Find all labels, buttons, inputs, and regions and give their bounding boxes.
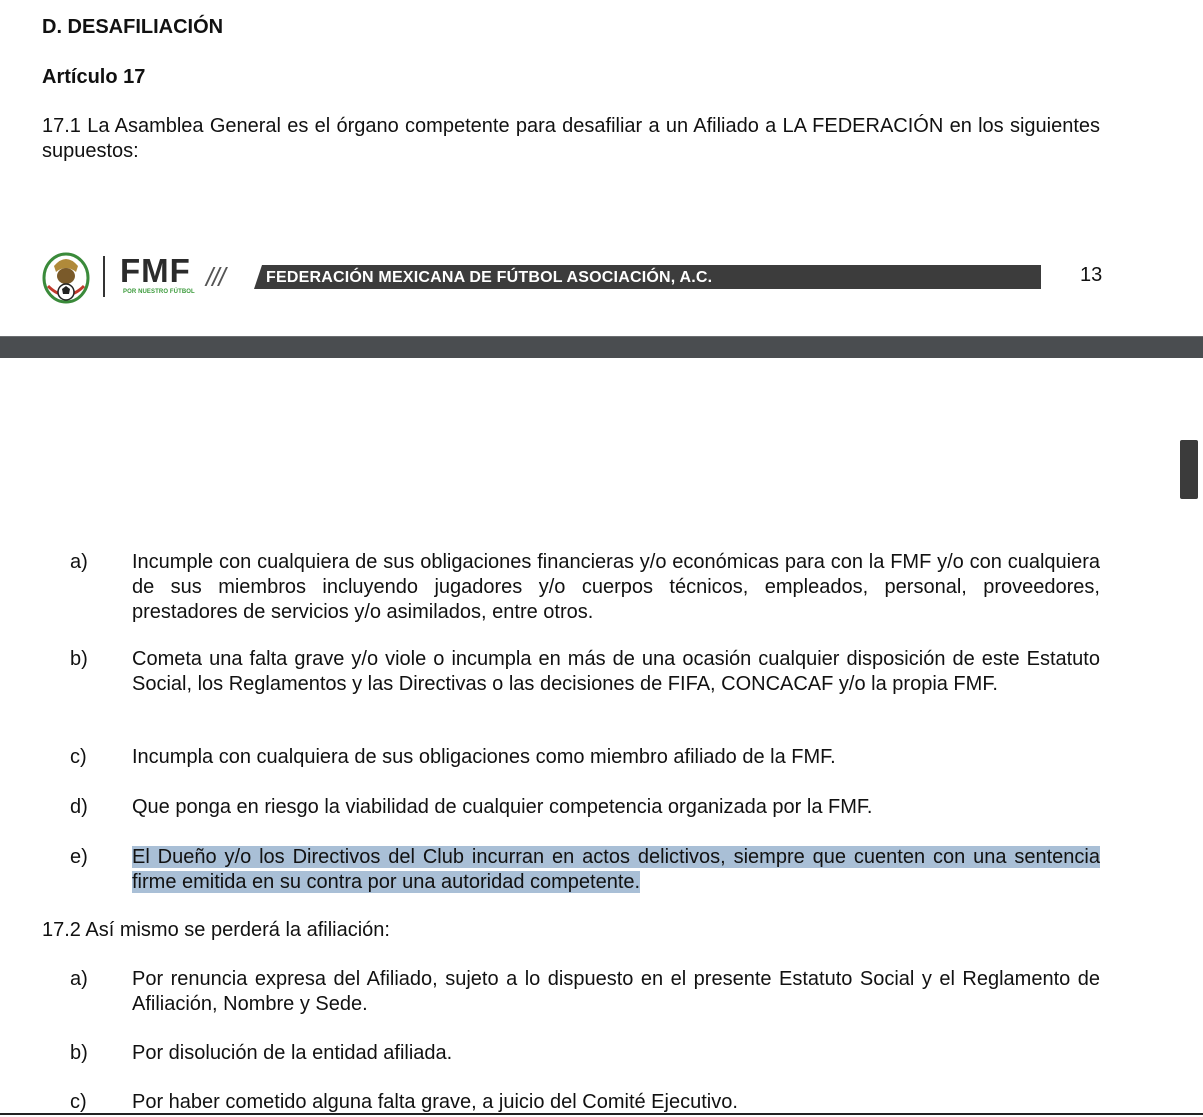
list-item-label: c): [70, 1091, 87, 1113]
list-item-label: b): [70, 1042, 88, 1064]
list-item-label: e): [70, 846, 88, 868]
footer-divider: [103, 256, 105, 297]
article-title: Artículo 17: [42, 66, 146, 88]
list-item: Cometa una falta grave y/o viole o incumpla en más de una ocasión cualquier disposición de este Estatuto Social, los Reglamentos y las Directivas o las decisiones de FIFA, CONCACAF y/o la propia FMF.: [132, 648, 1100, 695]
list-item-label: a): [70, 968, 88, 990]
footer-slashes: ///: [206, 262, 225, 292]
list-item: Por disolución de la entidad afiliada.: [132, 1042, 453, 1064]
scrollbar-thumb[interactable]: [1180, 440, 1198, 499]
list-item: Que ponga en riesgo la viabilidad de cualquier competencia organizada por la FMF.: [132, 796, 873, 818]
fmf-crest-icon: [40, 246, 92, 306]
list-item-label: a): [70, 551, 88, 573]
list-item: Por renuncia expresa del Afiliado, sujeto a lo dispuesto en el presente Estatuto Social y el Reglamento de Afiliación, Nombre y Sede.: [132, 968, 1100, 1015]
page-gap: [0, 336, 1203, 358]
list-item: Incumpla con cualquiera de sus obligaciones como miembro afiliado de la FMF.: [132, 746, 836, 768]
paragraph-17-1: 17.1 La Asamblea General es el órgano competente para desafiliar a un Afiliado a LA FEDERACIÓN en los siguientes supuestos:: [42, 115, 1100, 162]
highlighted-list-item[interactable]: [132, 845, 1100, 895]
paragraph-17-2: 17.2 Así mismo se perderá la afiliación:: [42, 919, 390, 941]
fmf-tagline: POR NUESTRO FÚTBOL: [123, 289, 195, 295]
text-selection-highlight[interactable]: El Dueño y/o los Directivos del Club incurran en actos delictivos, siempre que cuenten con una sentencia firme emitida en su contra por una autoridad competente.: [132, 846, 1100, 893]
bottom-rule: [0, 1113, 1203, 1115]
footer-banner-text: FEDERACIÓN MEXICANA DE FÚTBOL ASOCIACIÓN, A.C.: [266, 269, 713, 286]
section-title: D. DESAFILIACIÓN: [42, 16, 224, 38]
fmf-logo-text: FMF: [120, 252, 191, 289]
list-item-label: d): [70, 796, 88, 818]
page-number: 13: [1080, 264, 1103, 286]
list-item-label: b): [70, 648, 88, 670]
list-item: Por haber cometido alguna falta grave, a juicio del Comité Ejecutivo.: [132, 1091, 738, 1113]
list-item-label: c): [70, 746, 87, 768]
list-item: Incumple con cualquiera de sus obligaciones financieras y/o económicas para con la FMF y/o con cualquiera de sus miembros incluyendo jugadores y/o cuerpos técnicos, empleados, personal, proveedores, prestadores de servicios y/o asimilados, entre otros.: [132, 551, 1100, 623]
